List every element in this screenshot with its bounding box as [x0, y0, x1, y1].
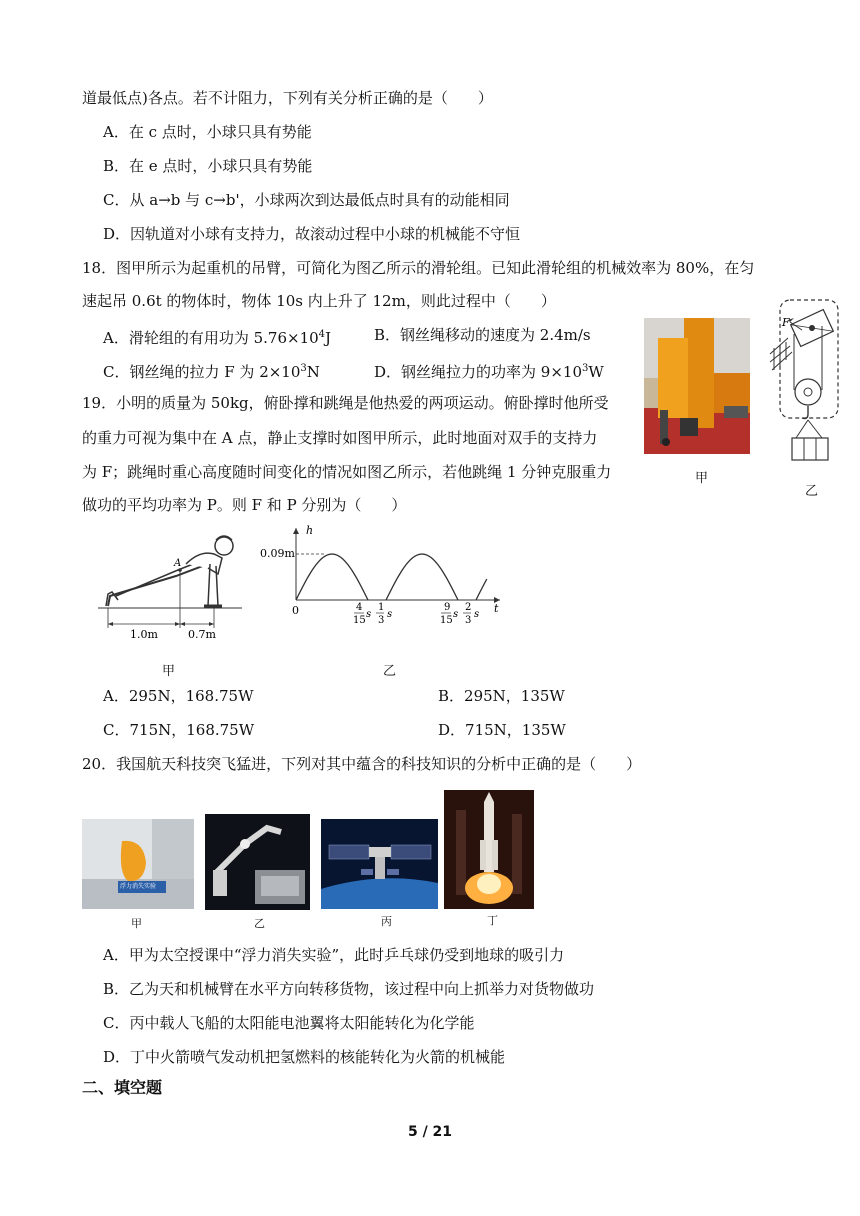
pulley-diagram — [764, 296, 844, 468]
tick-2-3-num: 2 — [465, 602, 472, 613]
q19-option-a: A．295N，168.75W — [103, 687, 254, 705]
graph-origin-label: 0 — [292, 604, 299, 617]
pushup-dim-1: 1.0m — [130, 628, 158, 641]
q20-label-ding: 丁 — [487, 914, 498, 927]
tick-4-15-unit: s — [366, 609, 372, 620]
q18-fig-yi-label: 乙 — [805, 484, 819, 499]
q19-option-b: B．295N，135W — [438, 687, 565, 705]
photo-bing-spacecraft — [321, 819, 438, 909]
tick-4-15-den: 15 — [353, 615, 366, 626]
tick-2-3-den: 3 — [465, 615, 472, 626]
jump-arc-3 — [476, 579, 487, 600]
photo-jia-buoyancy — [82, 819, 194, 909]
q19-option-c: C．715N，168.75W — [103, 721, 255, 739]
q20-option-d: D．丁中火箭喷气发动机把氢燃料的核能转化为火箭的机械能 — [103, 1048, 506, 1066]
q20-label-bing: 丙 — [381, 915, 392, 928]
q19-stem-line4: 做功的平均功率为 P。则 F 和 P 分别为（ ） — [82, 496, 407, 514]
section-fill-in-title: 二、填空题 — [82, 1078, 163, 1097]
q19-fig-yi-label: 乙 — [383, 664, 397, 679]
pushup-figure — [96, 524, 246, 642]
q20-label-jia: 甲 — [131, 917, 142, 930]
q18-option-d: D．钢丝绳拉力的功率为 $9\times 10^3W$ — [374, 363, 604, 381]
graph-t-label: t — [494, 602, 499, 615]
graph-hmax-label: 0.09m — [260, 547, 295, 560]
q19-fig-jia-label: 甲 — [162, 664, 176, 679]
tick-2-3-unit: s — [474, 609, 480, 620]
photo-jia-caption: 浮力消失实验 — [120, 883, 157, 890]
q18-option-a: A．滑轮组的有用功为 $5.76\times 10^4J$ — [103, 329, 332, 347]
q17-stem-tail: 道最低点)各点。若不计阻力，下列有关分析正确的是（ ） — [82, 89, 493, 107]
tick-1-3-num: 1 — [378, 602, 385, 613]
q20-label-yi: 乙 — [254, 917, 265, 930]
tick-4-15-num: 4 — [356, 602, 363, 613]
photo-yi-robot-arm — [205, 814, 310, 910]
jump-height-graph — [254, 524, 504, 644]
graph-tick-labels — [353, 602, 479, 626]
q17-option-b: B．在 e 点时，小球只具有势能 — [103, 157, 313, 175]
jump-arc-2 — [386, 554, 458, 600]
q20-stem: 20．我国航天科技突飞猛进，下列对其中蕴含的科技知识的分析中正确的是（ ） — [82, 755, 642, 773]
q18-fig-jia-label: 甲 — [695, 471, 709, 486]
q20-option-b: B．乙为天和机械臂在水平方向转移货物，该过程中向上抓举力对货物做功 — [103, 980, 595, 998]
q17-option-a: A．在 c 点时，小球只具有势能 — [103, 123, 312, 141]
photo-ding-rocket — [444, 790, 534, 909]
q18-stem-line2: 速起吊 0.6t 的物体时，物体 10s 内上升了 12m，则此过程中（ ） — [82, 292, 556, 310]
q20-option-a: A．甲为太空授课中“浮力消失实验”，此时乒乓球仍受到地球的吸引力 — [103, 946, 565, 964]
q18-option-c: C．钢丝绳的拉力 F 为 $2\times 10^3N$ — [103, 363, 320, 381]
q18-option-b: B．钢丝绳移动的速度为 2.4m/s — [374, 326, 591, 344]
crane-photo — [644, 318, 750, 454]
q19-option-d: D．715N，135W — [438, 721, 566, 739]
tick-1-3-unit: s — [387, 609, 393, 620]
q17-option-c: C．从 a→b 与 c→b'，小球两次到达最低点时具有的动能相同 — [103, 191, 510, 209]
q17-option-d: D．因轨道对小球有支持力，故滚动过程中小球的机械能不守恒 — [103, 225, 521, 243]
page-number: 5 / 21 — [407, 1124, 453, 1140]
pushup-dim-2: 0.7m — [188, 628, 216, 641]
q19-stem-line2: 的重力可视为集中在 A 点，静止支撑时如图甲所示，此时地面对双手的支持力 — [82, 429, 598, 447]
tick-1-3-den: 3 — [378, 615, 385, 626]
jump-arc-1 — [296, 554, 368, 600]
tick-9-15-num: 9 — [444, 602, 451, 613]
tick-9-15-den: 15 — [440, 615, 453, 626]
q19-stem-line3: 为 F；跳绳时重心高度随时间变化的情况如图乙所示，若他跳绳 1 分钟克服重力 — [82, 463, 612, 481]
q20-option-c: C．丙中载人飞船的太阳能电池翼将太阳能转化为化学能 — [103, 1014, 475, 1032]
pulley-force-label: F — [782, 316, 790, 329]
q18-stem-line1: 18．图甲所示为起重机的吊臂，可简化为图乙所示的滑轮组。已知此滑轮组的机械效率为 80%，在匀 — [82, 259, 755, 277]
q19-stem-line1: 19．小明的质量为 50kg，俯卧撑和跳绳是他热爱的两项运动。俯卧撑时他所受 — [82, 394, 609, 412]
graph-h-label: h — [306, 524, 314, 537]
tick-9-15-unit: s — [453, 609, 459, 620]
pushup-point-a-label: A — [174, 558, 182, 569]
